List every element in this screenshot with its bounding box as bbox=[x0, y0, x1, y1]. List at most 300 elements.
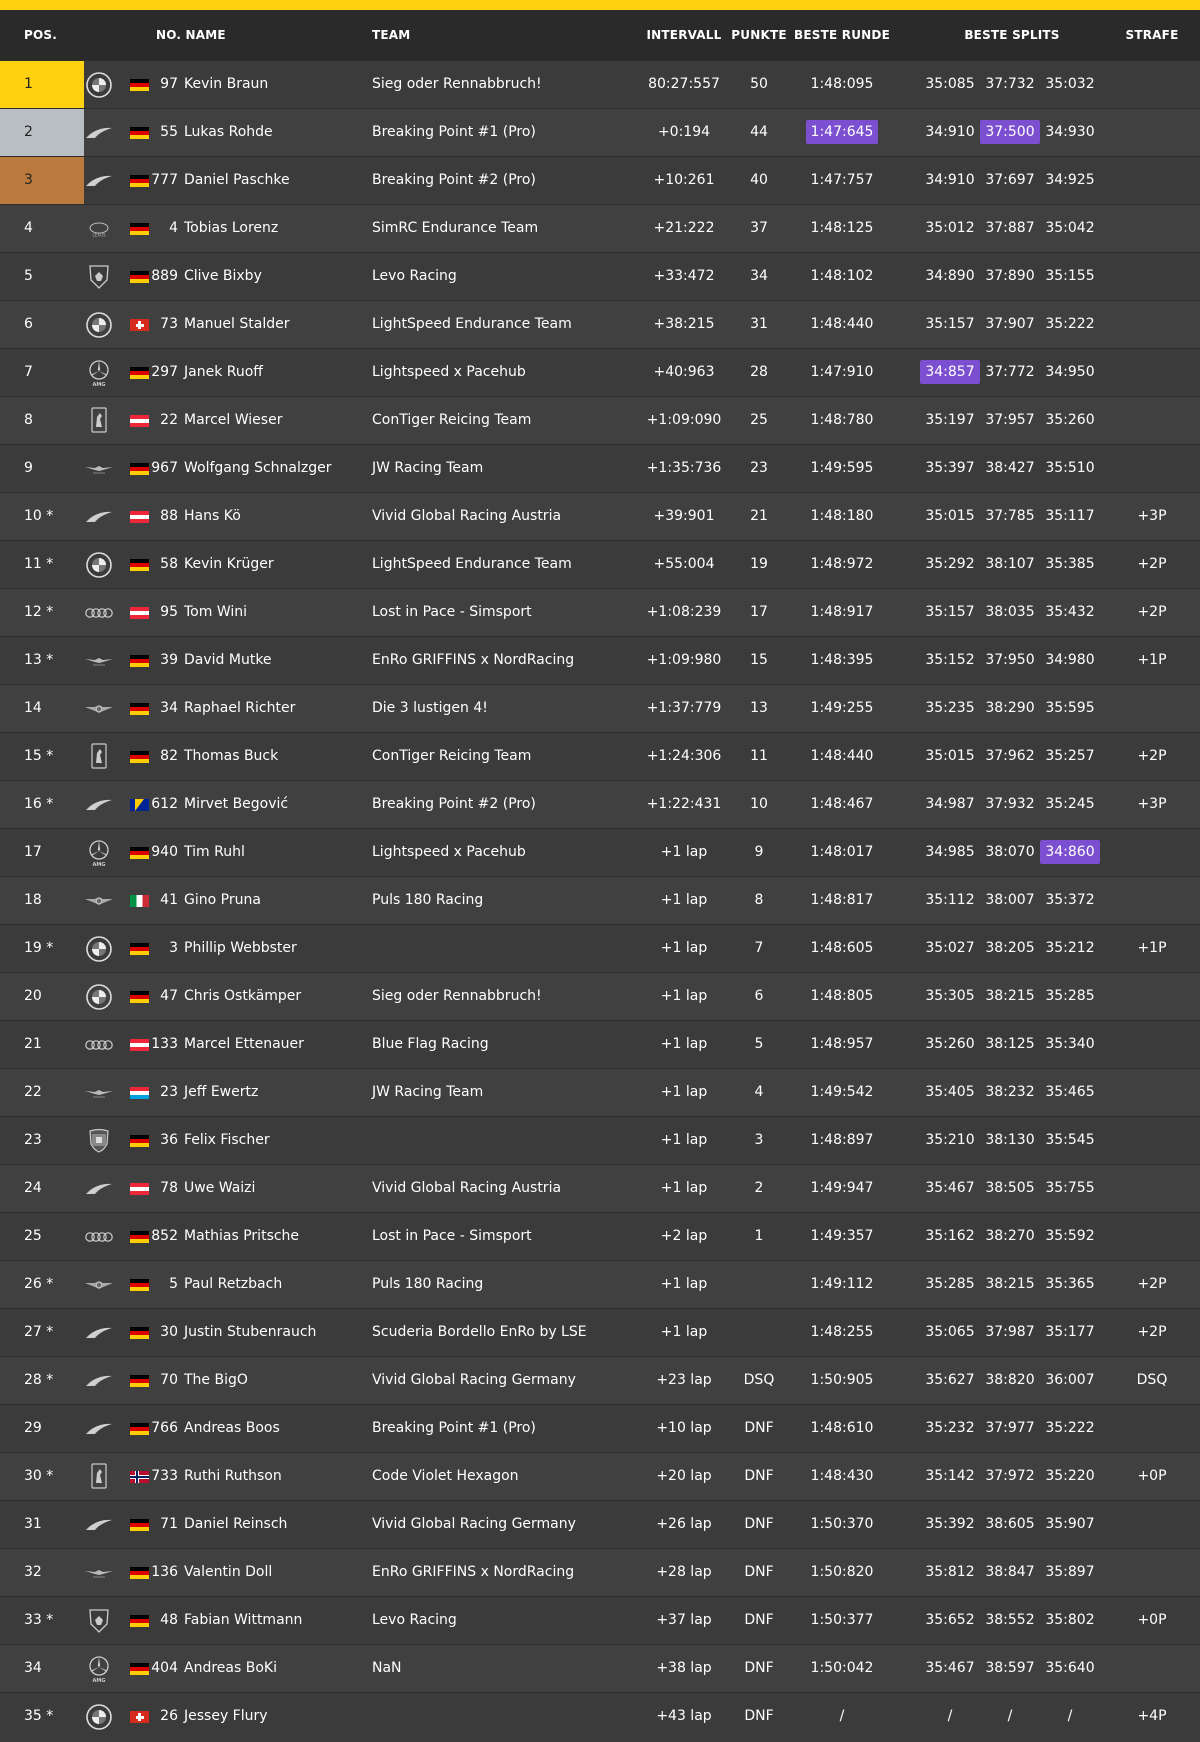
row-points: 44 bbox=[750, 124, 768, 140]
row-interval: +10 lap bbox=[656, 1420, 712, 1436]
row-position: 12 * bbox=[24, 604, 54, 620]
table-row-20[interactable] bbox=[0, 972, 1200, 1020]
row-position: 15 * bbox=[24, 748, 54, 764]
row-split-1: 35:652 bbox=[925, 1612, 975, 1628]
row-split-3: 35:220 bbox=[1045, 1468, 1095, 1484]
flag-at-icon bbox=[130, 511, 149, 523]
row-car-number: 4 bbox=[169, 220, 178, 236]
flag-de-icon bbox=[130, 991, 149, 1003]
flag-de-icon bbox=[130, 127, 149, 139]
row-split-1: 35:210 bbox=[925, 1132, 975, 1148]
bmw-icon bbox=[84, 61, 114, 108]
mclaren-icon bbox=[84, 1501, 114, 1548]
row-penalty: +2P bbox=[1137, 1324, 1167, 1340]
row-team: JW Racing Team bbox=[372, 1084, 484, 1100]
table-row-10[interactable] bbox=[0, 492, 1200, 540]
row-split-2: 38:290 bbox=[985, 700, 1035, 716]
row-car-number: 5 bbox=[169, 1276, 178, 1292]
row-car-number: 34 bbox=[160, 700, 178, 716]
table-row-2[interactable] bbox=[0, 108, 1200, 156]
row-car-number: 733 bbox=[151, 1468, 178, 1484]
row-car-number: 26 bbox=[160, 1708, 178, 1724]
row-points: 31 bbox=[750, 316, 768, 332]
row-best-lap: 1:49:112 bbox=[810, 1276, 874, 1292]
row-position: 26 * bbox=[24, 1276, 54, 1292]
row-driver-name: Chris Ostkämper bbox=[184, 988, 302, 1004]
flag-de-icon bbox=[130, 1519, 149, 1531]
row-split-1: 34:987 bbox=[925, 796, 975, 812]
row-team: EnRo GRIFFINS x NordRacing bbox=[372, 1564, 575, 1580]
row-car-number: 136 bbox=[151, 1564, 178, 1580]
row-driver-name: Mirvet Begović bbox=[184, 796, 289, 812]
flag-de-icon bbox=[130, 1327, 149, 1339]
row-points: 11 bbox=[750, 748, 768, 764]
row-best-lap: 1:48:605 bbox=[810, 940, 874, 956]
row-points: 4 bbox=[754, 1084, 764, 1100]
row-interval: +0:194 bbox=[657, 124, 711, 140]
row-car-number: 88 bbox=[160, 508, 178, 524]
flag-de-icon bbox=[130, 367, 149, 379]
row-split-1: 35:235 bbox=[925, 700, 975, 716]
row-split-2: 38:270 bbox=[985, 1228, 1035, 1244]
table-row-32[interactable] bbox=[0, 1548, 1200, 1596]
row-interval: 80:27:557 bbox=[648, 76, 720, 92]
row-split-3: 35:365 bbox=[1045, 1276, 1095, 1292]
row-driver-name: Andreas Boos bbox=[184, 1420, 280, 1436]
row-points: DNF bbox=[744, 1708, 774, 1724]
row-split-2: 38:035 bbox=[985, 604, 1035, 620]
mclaren-icon bbox=[84, 493, 114, 540]
row-position: 13 * bbox=[24, 652, 54, 668]
row-split-3: 35:222 bbox=[1045, 1420, 1095, 1436]
svg-text:AMG: AMG bbox=[92, 861, 106, 867]
row-split-3: 35:285 bbox=[1045, 988, 1095, 1004]
table-row-14[interactable] bbox=[0, 684, 1200, 732]
row-car-number: 612 bbox=[151, 796, 178, 812]
row-split-3: 35:260 bbox=[1045, 412, 1095, 428]
table-row-24[interactable] bbox=[0, 1164, 1200, 1212]
table-row-13[interactable] bbox=[0, 636, 1200, 684]
row-interval: +43 lap bbox=[656, 1708, 712, 1724]
row-split-3: 35:510 bbox=[1045, 460, 1095, 476]
row-driver-name: Fabian Wittmann bbox=[184, 1612, 303, 1628]
flag-de-icon bbox=[130, 1231, 149, 1243]
row-driver-name: Tobias Lorenz bbox=[184, 220, 279, 236]
row-team: LightSpeed Endurance Team bbox=[372, 556, 572, 572]
table-row-29[interactable] bbox=[0, 1404, 1200, 1452]
flag-de-icon bbox=[130, 1423, 149, 1435]
row-split-2: 38:130 bbox=[985, 1132, 1035, 1148]
row-team: SimRC Endurance Team bbox=[372, 220, 539, 236]
flag-de-icon bbox=[130, 943, 149, 955]
row-driver-name: Mathias Pritsche bbox=[184, 1228, 300, 1244]
row-split-2: 37:890 bbox=[985, 268, 1035, 284]
row-driver-name: Daniel Reinsch bbox=[184, 1516, 288, 1532]
row-driver-name: The BigO bbox=[184, 1372, 248, 1388]
flag-ba-icon bbox=[130, 799, 149, 811]
flag-de-icon bbox=[130, 175, 149, 187]
table-row-9[interactable] bbox=[0, 444, 1200, 492]
flag-de-icon bbox=[130, 751, 149, 763]
row-interval: +1 lap bbox=[660, 940, 708, 956]
row-driver-name: Raphael Richter bbox=[184, 700, 296, 716]
audi-icon bbox=[84, 1213, 114, 1260]
flag-de-icon bbox=[130, 655, 149, 667]
row-split-3: / bbox=[1067, 1708, 1073, 1724]
flag-ch-icon bbox=[130, 319, 149, 331]
row-best-lap: 1:47:645 bbox=[792, 109, 892, 156]
table-row-3[interactable] bbox=[0, 156, 1200, 204]
row-split-2: 38:605 bbox=[985, 1516, 1035, 1532]
row-position: 31 bbox=[24, 1516, 42, 1532]
row-split-2: 37:972 bbox=[985, 1468, 1035, 1484]
row-split-3: 35:177 bbox=[1045, 1324, 1095, 1340]
row-split-3: 35:432 bbox=[1045, 604, 1095, 620]
row-position: 21 bbox=[24, 1036, 42, 1052]
flag-de-icon bbox=[130, 271, 149, 283]
row-split-1: 35:812 bbox=[925, 1564, 975, 1580]
row-penalty: +4P bbox=[1137, 1708, 1167, 1724]
row-interval: +39:901 bbox=[653, 508, 715, 524]
header-penalty: STRAFE bbox=[1125, 28, 1179, 42]
row-split-1: 35:015 bbox=[925, 748, 975, 764]
row-split-3: 35:465 bbox=[1045, 1084, 1095, 1100]
table-row-5[interactable] bbox=[0, 252, 1200, 300]
row-points: 9 bbox=[754, 844, 764, 860]
flag-de-icon bbox=[130, 463, 149, 475]
row-position: 10 * bbox=[24, 508, 54, 524]
header-best-lap: BESTE RUNDE bbox=[794, 28, 890, 42]
svg-text:AMG: AMG bbox=[92, 1677, 106, 1683]
row-points: 10 bbox=[750, 796, 768, 812]
row-points: 7 bbox=[754, 940, 764, 956]
row-position: 14 bbox=[24, 700, 42, 716]
row-interval: +1:09:980 bbox=[646, 652, 722, 668]
flag-ch-icon bbox=[130, 1711, 149, 1723]
row-split-3: 35:640 bbox=[1045, 1660, 1095, 1676]
row-best-lap: 1:48:440 bbox=[810, 316, 874, 332]
row-split-3: 35:212 bbox=[1045, 940, 1095, 956]
row-driver-name: Phillip Webbster bbox=[184, 940, 297, 956]
row-car-number: 404 bbox=[151, 1660, 178, 1676]
row-split-1: 35:392 bbox=[925, 1516, 975, 1532]
row-split-3: 35:755 bbox=[1045, 1180, 1095, 1196]
table-row-28[interactable] bbox=[0, 1356, 1200, 1404]
table-row-23[interactable] bbox=[0, 1116, 1200, 1164]
row-split-1: 35:065 bbox=[925, 1324, 975, 1340]
row-team: Puls 180 Racing bbox=[372, 1276, 484, 1292]
row-position: 19 * bbox=[24, 940, 54, 956]
row-driver-name: Jeff Ewertz bbox=[184, 1084, 259, 1100]
row-split-1: 34:985 bbox=[925, 844, 975, 860]
row-best-lap: 1:48:972 bbox=[810, 556, 874, 572]
row-interval: +23 lap bbox=[656, 1372, 712, 1388]
row-interval: +37 lap bbox=[656, 1612, 712, 1628]
row-interval: +38 lap bbox=[656, 1660, 712, 1676]
row-position: 27 * bbox=[24, 1324, 54, 1340]
row-split-1: 35:085 bbox=[925, 76, 975, 92]
mclaren-icon bbox=[84, 1405, 114, 1452]
row-interval: +1 lap bbox=[660, 844, 708, 860]
row-driver-name: Uwe Waizi bbox=[184, 1180, 256, 1196]
header-team: TEAM bbox=[372, 28, 411, 42]
row-best-lap: 1:48:095 bbox=[810, 76, 874, 92]
row-car-number: 297 bbox=[151, 364, 178, 380]
row-split-2: 37:772 bbox=[985, 364, 1035, 380]
table-row-4[interactable] bbox=[0, 204, 1200, 252]
row-points: 3 bbox=[754, 1132, 764, 1148]
row-split-2: 37:887 bbox=[985, 220, 1035, 236]
row-position: 7 bbox=[24, 364, 33, 380]
row-split-2: 37:932 bbox=[985, 796, 1035, 812]
flag-lu-icon bbox=[130, 1087, 149, 1099]
row-driver-name: Wolfgang Schnalzger bbox=[184, 460, 332, 476]
row-driver-name: David Mutke bbox=[184, 652, 272, 668]
row-split-3: 35:340 bbox=[1045, 1036, 1095, 1052]
table-row-8[interactable] bbox=[0, 396, 1200, 444]
row-split-3: 34:980 bbox=[1045, 652, 1095, 668]
table-row-17[interactable] bbox=[0, 828, 1200, 876]
row-position: 34 bbox=[24, 1660, 42, 1676]
row-car-number: 78 bbox=[160, 1180, 178, 1196]
row-split-3: 35:257 bbox=[1045, 748, 1095, 764]
row-split-3: 35:385 bbox=[1045, 556, 1095, 572]
row-split-1: 35:467 bbox=[925, 1660, 975, 1676]
row-points: 23 bbox=[750, 460, 768, 476]
table-row-16[interactable] bbox=[0, 780, 1200, 828]
table-row-7[interactable] bbox=[0, 348, 1200, 396]
bmw-icon bbox=[84, 973, 114, 1020]
flag-de-icon bbox=[130, 1615, 149, 1627]
row-best-lap: 1:48:395 bbox=[810, 652, 874, 668]
row-driver-name: Clive Bixby bbox=[184, 268, 262, 284]
row-interval: +1:24:306 bbox=[646, 748, 722, 764]
row-split-2: 37:732 bbox=[985, 76, 1035, 92]
row-split-2: 38:427 bbox=[985, 460, 1035, 476]
row-points: 5 bbox=[754, 1036, 764, 1052]
row-team: Breaking Point #2 (Pro) bbox=[372, 796, 536, 812]
row-split-3: 35:155 bbox=[1045, 268, 1095, 284]
mercedes-amg-icon bbox=[84, 829, 114, 876]
row-best-lap: 1:48:917 bbox=[810, 604, 874, 620]
flag-it-icon bbox=[130, 895, 149, 907]
row-split-2: 38:125 bbox=[985, 1036, 1035, 1052]
row-position: 2 bbox=[0, 109, 84, 156]
row-position: 17 bbox=[24, 844, 42, 860]
table-row-30[interactable] bbox=[0, 1452, 1200, 1500]
flag-at-icon bbox=[130, 415, 149, 427]
row-penalty: +2P bbox=[1137, 556, 1167, 572]
table-row-31[interactable] bbox=[0, 1500, 1200, 1548]
row-team: Die 3 lustigen 4! bbox=[372, 700, 488, 716]
row-driver-name: Valentin Doll bbox=[184, 1564, 273, 1580]
row-car-number: 55 bbox=[160, 124, 178, 140]
row-team: NaN bbox=[372, 1660, 402, 1676]
row-best-lap: 1:48:805 bbox=[810, 988, 874, 1004]
row-split-1: 35:405 bbox=[925, 1084, 975, 1100]
row-driver-name: Jessey Flury bbox=[184, 1708, 268, 1724]
row-team: ConTiger Reicing Team bbox=[372, 748, 532, 764]
mclaren-icon bbox=[84, 1165, 114, 1212]
row-interval: +1 lap bbox=[660, 1084, 708, 1100]
row-best-lap: 1:47:757 bbox=[810, 172, 874, 188]
table-row-26[interactable] bbox=[0, 1260, 1200, 1308]
row-split-2: 38:847 bbox=[985, 1564, 1035, 1580]
row-best-lap: 1:48:610 bbox=[810, 1420, 874, 1436]
bmw-icon bbox=[84, 301, 114, 348]
table-row-25[interactable] bbox=[0, 1212, 1200, 1260]
row-driver-name: Janek Ruoff bbox=[184, 364, 263, 380]
row-team: Breaking Point #1 (Pro) bbox=[372, 1420, 536, 1436]
row-split-3: 35:117 bbox=[1045, 508, 1095, 524]
row-penalty: +3P bbox=[1137, 508, 1167, 524]
row-driver-name: Lukas Rohde bbox=[184, 124, 273, 140]
row-interval: +1 lap bbox=[660, 1324, 708, 1340]
row-split-1: 35:157 bbox=[925, 316, 975, 332]
row-points: 34 bbox=[750, 268, 768, 284]
row-interval: +28 lap bbox=[656, 1564, 712, 1580]
table-row-22[interactable] bbox=[0, 1068, 1200, 1116]
row-position: 28 * bbox=[24, 1372, 54, 1388]
row-car-number: 70 bbox=[160, 1372, 178, 1388]
row-split-3: 35:595 bbox=[1045, 700, 1095, 716]
row-split-1: 35:305 bbox=[925, 988, 975, 1004]
row-driver-name: Marcel Wieser bbox=[184, 412, 283, 428]
row-driver-name: Thomas Buck bbox=[184, 748, 279, 764]
row-car-number: 95 bbox=[160, 604, 178, 620]
mclaren-icon bbox=[84, 781, 114, 828]
row-driver-name: Kevin Krüger bbox=[184, 556, 274, 572]
row-split-1: 35:142 bbox=[925, 1468, 975, 1484]
row-best-lap: 1:50:905 bbox=[810, 1372, 874, 1388]
row-split-3: 35:897 bbox=[1045, 1564, 1095, 1580]
row-car-number: 3 bbox=[169, 940, 178, 956]
row-position: 33 * bbox=[24, 1612, 54, 1628]
flag-de-icon bbox=[130, 1663, 149, 1675]
row-split-1: 35:397 bbox=[925, 460, 975, 476]
row-team: Lost in Pace - Simsport bbox=[372, 1228, 532, 1244]
top-accent-bar bbox=[0, 0, 1200, 10]
row-points: DNF bbox=[744, 1516, 774, 1532]
row-interval: +1:35:736 bbox=[646, 460, 722, 476]
row-best-lap: 1:50:820 bbox=[810, 1564, 874, 1580]
row-penalty: +0P bbox=[1137, 1612, 1167, 1628]
row-split-1: 35:015 bbox=[925, 508, 975, 524]
row-split-2: 38:215 bbox=[985, 988, 1035, 1004]
table-row-6[interactable] bbox=[0, 300, 1200, 348]
row-driver-name: Kevin Braun bbox=[184, 76, 269, 92]
header-no-name: NO. NAME bbox=[156, 28, 226, 42]
row-split-2: 37:785 bbox=[985, 508, 1035, 524]
row-split-1: 35:627 bbox=[925, 1372, 975, 1388]
row-best-lap: 1:48:180 bbox=[810, 508, 874, 524]
mercedes-amg-icon bbox=[84, 1645, 114, 1692]
row-split-2: 38:552 bbox=[985, 1612, 1035, 1628]
row-team: Breaking Point #2 (Pro) bbox=[372, 172, 536, 188]
row-split-3: 35:372 bbox=[1045, 892, 1095, 908]
row-best-lap: 1:48:780 bbox=[810, 412, 874, 428]
table-row-34[interactable] bbox=[0, 1644, 1200, 1692]
table-row-18[interactable] bbox=[0, 876, 1200, 924]
row-points: 50 bbox=[750, 76, 768, 92]
flag-no-icon bbox=[130, 1471, 149, 1483]
row-position: 29 bbox=[24, 1420, 42, 1436]
table-row-27[interactable] bbox=[0, 1308, 1200, 1356]
row-split-2: / bbox=[1007, 1708, 1013, 1724]
table-row-19[interactable] bbox=[0, 924, 1200, 972]
row-split-3: 35:222 bbox=[1045, 316, 1095, 332]
row-position: 23 bbox=[24, 1132, 42, 1148]
row-split-2: 37:697 bbox=[985, 172, 1035, 188]
row-interval: +26 lap bbox=[656, 1516, 712, 1532]
row-car-number: 967 bbox=[151, 460, 178, 476]
row-position: 3 bbox=[0, 157, 84, 204]
row-penalty: +2P bbox=[1137, 1276, 1167, 1292]
header-interval: INTERVALL bbox=[646, 28, 722, 42]
row-interval: +1 lap bbox=[660, 1132, 708, 1148]
row-best-lap: 1:48:255 bbox=[810, 1324, 874, 1340]
row-split-3: 35:032 bbox=[1045, 76, 1095, 92]
bentley-icon bbox=[84, 877, 114, 924]
header-points: PUNKTE bbox=[731, 28, 787, 42]
row-split-3: 34:925 bbox=[1045, 172, 1095, 188]
row-interval: +1 lap bbox=[660, 1036, 708, 1052]
row-interval: +1 lap bbox=[660, 1180, 708, 1196]
row-team: Blue Flag Racing bbox=[372, 1036, 489, 1052]
row-interval: +21:222 bbox=[653, 220, 715, 236]
table-row-33[interactable] bbox=[0, 1596, 1200, 1644]
row-points: 6 bbox=[754, 988, 764, 1004]
row-team: Lightspeed x Pacehub bbox=[372, 844, 526, 860]
table-row-11[interactable] bbox=[0, 540, 1200, 588]
row-team: Levo Racing bbox=[372, 268, 457, 284]
row-split-2: 38:820 bbox=[985, 1372, 1035, 1388]
flag-de-icon bbox=[130, 559, 149, 571]
table-row-21[interactable] bbox=[0, 1020, 1200, 1068]
row-split-1: 35:157 bbox=[925, 604, 975, 620]
row-interval: +1 lap bbox=[660, 1276, 708, 1292]
row-split-3: 35:545 bbox=[1045, 1132, 1095, 1148]
row-split-1: 35:292 bbox=[925, 556, 975, 572]
flag-de-icon bbox=[130, 703, 149, 715]
row-best-lap: 1:49:595 bbox=[810, 460, 874, 476]
row-points: 15 bbox=[750, 652, 768, 668]
table-row-12[interactable] bbox=[0, 588, 1200, 636]
row-split-2: 38:070 bbox=[985, 844, 1035, 860]
flag-de-icon bbox=[130, 223, 149, 235]
row-split-1: 35:112 bbox=[925, 892, 975, 908]
row-split-3: 35:042 bbox=[1045, 220, 1095, 236]
row-points: DSQ bbox=[743, 1372, 775, 1388]
table-row-35[interactable] bbox=[0, 1692, 1200, 1740]
aston-martin-icon bbox=[84, 445, 114, 492]
row-driver-name: Paul Retzbach bbox=[184, 1276, 283, 1292]
row-split-2: 37:907 bbox=[985, 316, 1035, 332]
audi-icon bbox=[84, 1021, 114, 1068]
table-row-15[interactable] bbox=[0, 732, 1200, 780]
row-split-1: 35:232 bbox=[925, 1420, 975, 1436]
row-best-lap: 1:49:255 bbox=[810, 700, 874, 716]
row-car-number: 889 bbox=[151, 268, 178, 284]
table-row-1[interactable] bbox=[0, 60, 1200, 108]
row-points: DNF bbox=[744, 1660, 774, 1676]
mclaren-icon bbox=[84, 1357, 114, 1404]
row-interval: +1:08:239 bbox=[646, 604, 722, 620]
row-interval: +55:004 bbox=[653, 556, 715, 572]
lamborghini-icon bbox=[84, 253, 114, 300]
row-best-lap: 1:48:440 bbox=[810, 748, 874, 764]
row-split-1: / bbox=[947, 1708, 953, 1724]
